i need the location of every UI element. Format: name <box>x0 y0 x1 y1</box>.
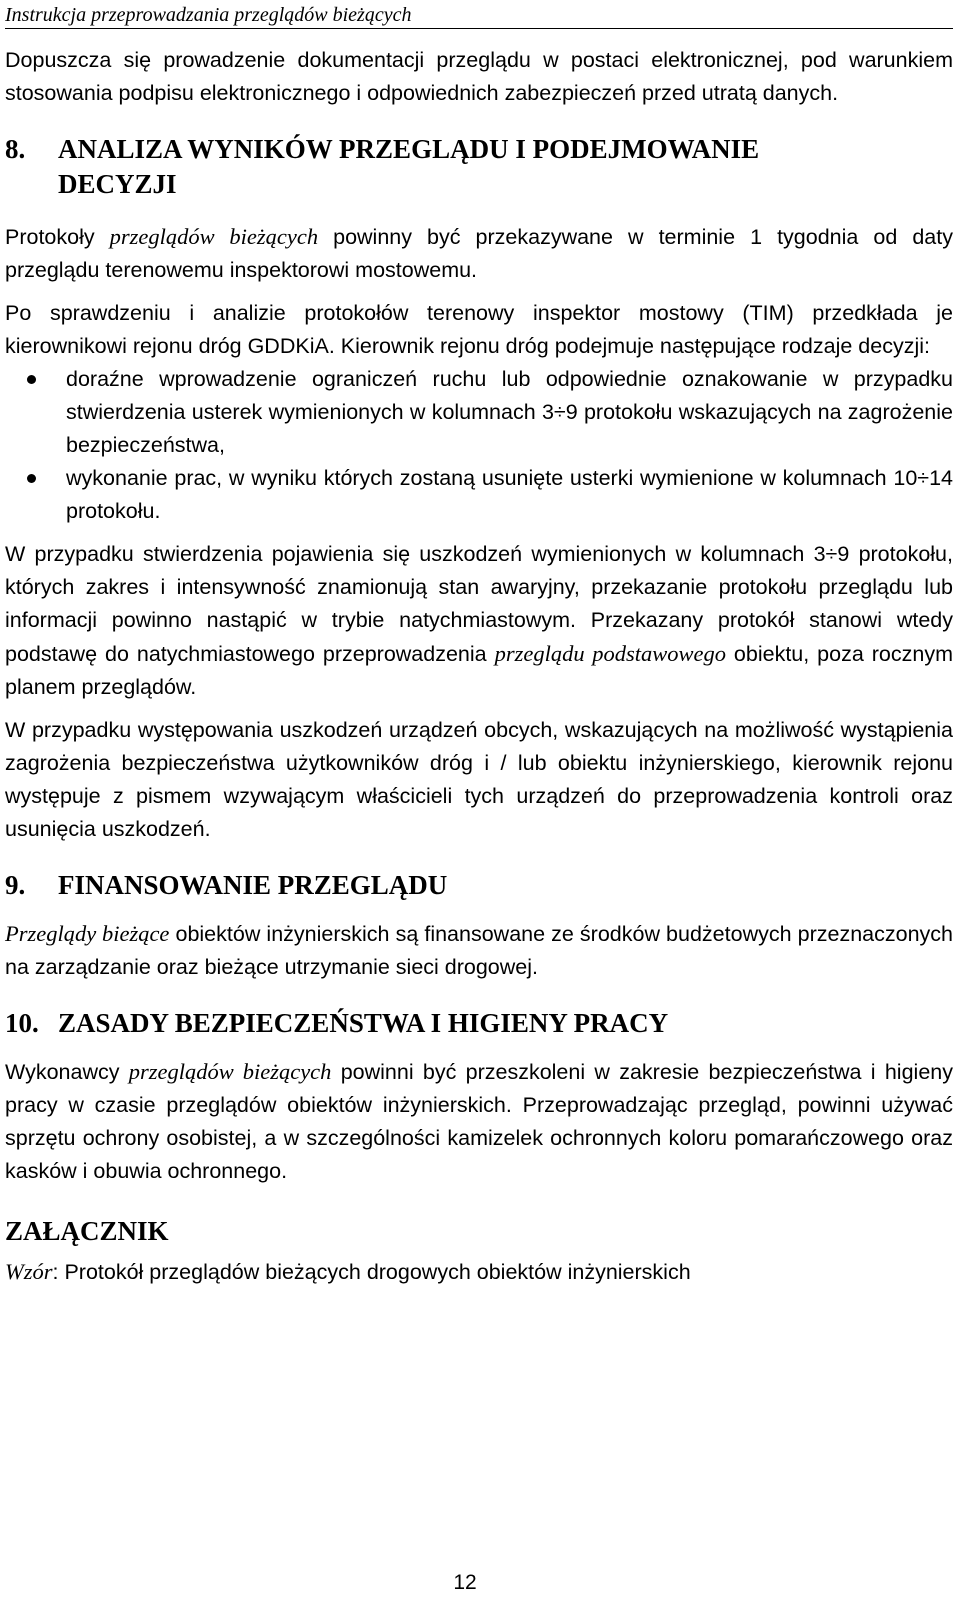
section-10-title: ZASADY BEZPIECZEŃSTWA I HIGIENY PRACY <box>58 1008 669 1038</box>
running-header-title: Instrukcja przeprowadzania przeglądów bieżących <box>5 4 412 26</box>
attachment-text: : Protokół przeglądów bieżących drogowych obiektów inżynierskich <box>52 1260 691 1284</box>
section-8-p3-start: W przypadku stwierdzenia pojawienia się uszkodzeń wymienionych w kolumnach 3÷9 protokołu, których zakres i intensywność znamionują stan awaryjny, przekazanie protokołu przeglądu lub informacji powinno nastąpić w trybie natychmiastowym. Przekazany protokół stanowi wtedy podstawę do natychmiastowego przeprowadzenia <box>5 542 953 666</box>
section-8-paragraph-4: W przypadku występowania uszkodzeń urządzeń obcych, wskazujących na możliwość wystąpienia zagrożenia bezpieczeństwa użytkowników dróg i / lub obiektu inżynierskiego, kierownik rejonu występuje z pismem wzywającym właścicieli tych urządzeń do przeprowadzenia kontroli oraz usunięcia uszkodzeń. <box>5 718 953 841</box>
section-9-p1-italic: Przeglądy bieżące <box>5 921 170 946</box>
section-8-p1-italic: przeglądów bieżących <box>109 224 319 249</box>
page-number: 12 <box>453 1571 477 1594</box>
running-header <box>5 2 953 29</box>
section-8-title: ANALIZA WYNIKÓW PRZEGLĄDU I PODEJMOWANIE DECYZJI <box>58 134 760 199</box>
section-10-p1-italic: przeglądów bieżących <box>128 1059 332 1084</box>
section-10-paragraph <box>5 1055 953 1188</box>
section-8-p1-start: Protokoły <box>5 225 110 249</box>
section-8-paragraph-3 <box>5 538 953 704</box>
section-8-paragraph-2: Po sprawdzeniu i analizie protokołów terenowy inspektor mostowy (TIM) przedkłada je kierownikowi rejonu dróg GDDKiA. Kierownik rejonu dróg podejmuje następujące rodzaje decyzji: <box>5 301 953 358</box>
section-8-heading <box>5 132 953 202</box>
attachment-line <box>5 1255 953 1289</box>
section-9-number: 9. <box>5 870 26 900</box>
section-8-number: 8. <box>5 134 26 164</box>
intro-paragraph: Dopuszcza się prowadzenie dokumentacji przeglądu w postaci elektronicznej, pod warunkiem stosowania podpisu elektronicznego i odpowiednich zabezpieczeń przed utratą danych. <box>5 48 953 105</box>
section-8-p1-end: powinny być przekazywane w terminie 1 tygodnia od daty przeglądu terenowemu inspektorowi mostowemu. <box>5 225 953 282</box>
section-9-p1-end: obiektów inżynierskich są finansowane ze środków budżetowych przeznaczonych na zarządzanie oraz bieżące utrzymanie sieci drogowej. <box>5 922 953 979</box>
section-8-p3-end: obiektu, poza rocznym planem przeglądów. <box>5 642 953 699</box>
decision-list <box>5 363 953 528</box>
section-9-title: FINANSOWANIE PRZEGLĄDU <box>58 870 448 900</box>
list-item: doraźne wprowadzenie ograniczeń ruchu lub odpowiednie oznakowanie w przypadku stwierdzenia usterek wymienionych w kolumnach 3÷9 protokołu wskazujących na zagrożenie bezpieczeństwa, <box>5 363 953 462</box>
list-item: wykonanie prac, w wyniku których zostaną usunięte usterki wymienione w kolumnach 10÷14 protokołu. <box>5 462 953 528</box>
section-10-p1-end: powinni być przeszkoleni w zakresie bezpieczeństwa i higieny pracy w czasie przeglądów obiektów inżynierskich. Przeprowadzając przegląd, powinni używać sprzętu ochrony osobistej, a w szczególności kamizelek ochronnych koloru pomarańczowego oraz kasków i obuwia ochronnego. <box>5 1060 953 1183</box>
section-8-paragraph-1 <box>5 220 953 287</box>
attachment-label: Wzór <box>5 1259 53 1284</box>
attachment-heading: ZAŁĄCZNIK <box>5 1216 169 1246</box>
document-body <box>5 44 953 1289</box>
section-9-heading <box>5 868 953 903</box>
section-10-heading <box>5 1006 953 1041</box>
section-9-paragraph <box>5 917 953 984</box>
section-10-number: 10. <box>5 1008 39 1038</box>
section-10-p1-start: Wykonawcy <box>5 1060 129 1084</box>
section-8-p3-italic: przeglądu podstawowego <box>494 641 726 666</box>
